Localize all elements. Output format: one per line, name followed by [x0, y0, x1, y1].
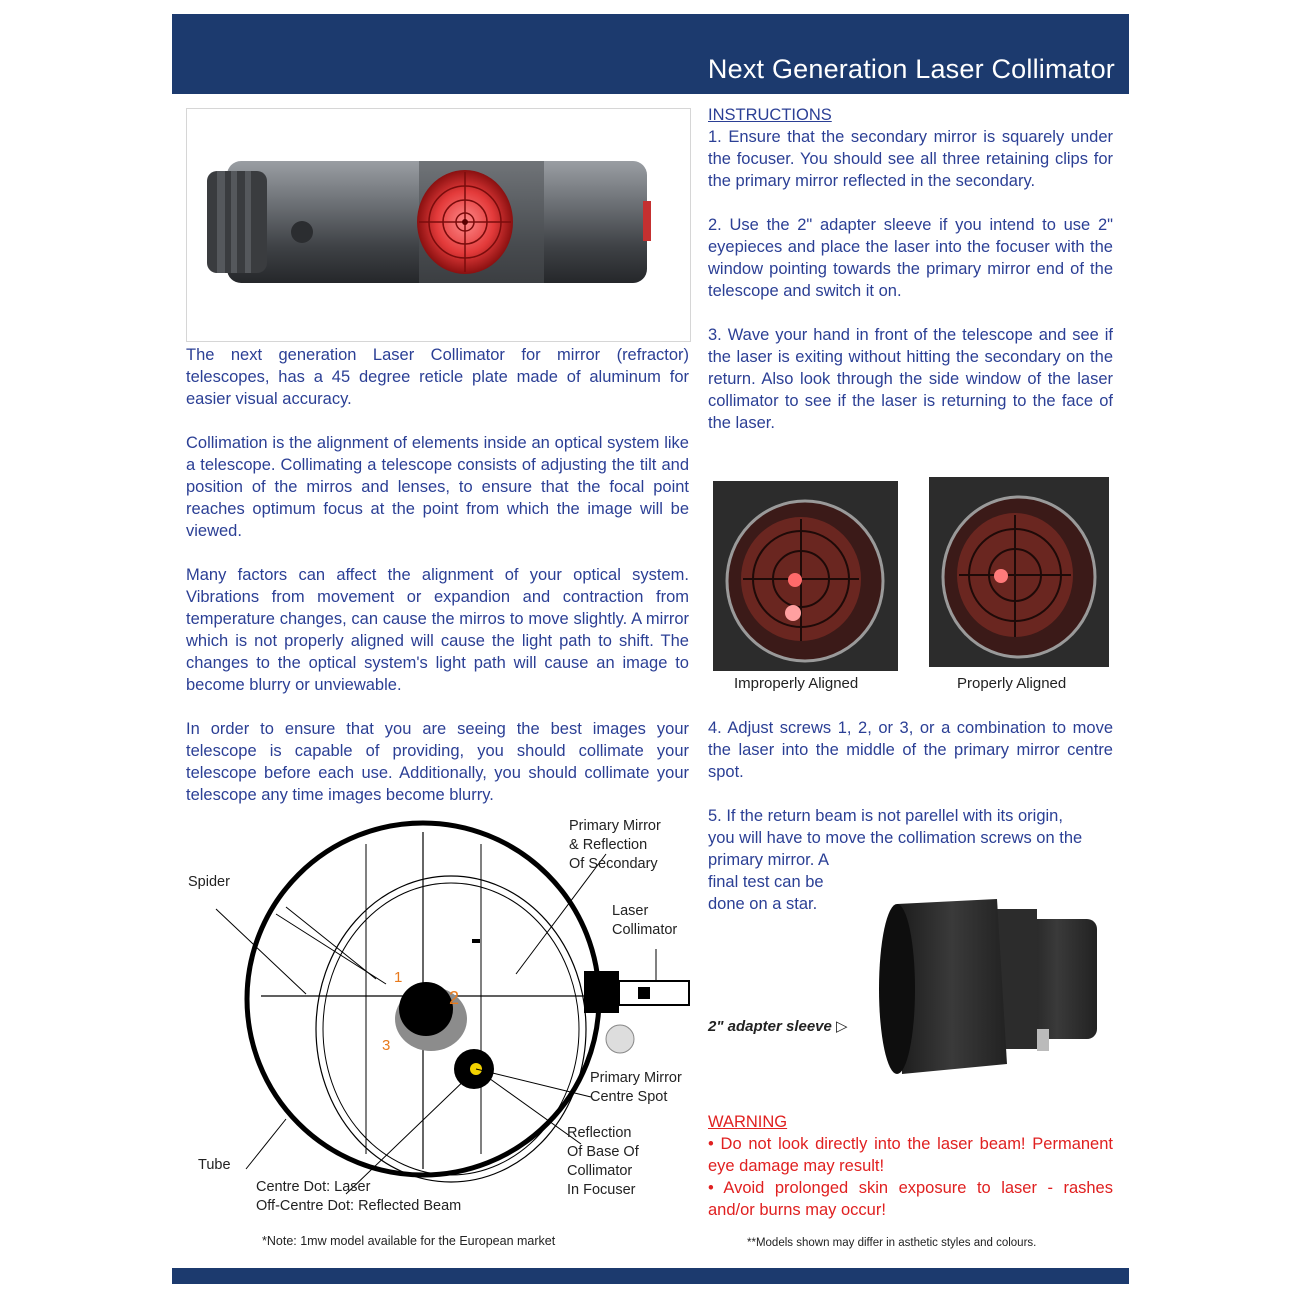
label-primary-centre-spot: Primary Mirror Centre Spot — [590, 1070, 682, 1105]
caption-improperly-aligned: Improperly Aligned — [734, 675, 859, 692]
step-5-line: final test can be — [708, 873, 824, 891]
adapter-sleeve-label: 2" adapter sleeve ▷ — [708, 1018, 848, 1035]
label-spider: Spider — [188, 874, 230, 890]
paragraph-intro: The next generation Laser Collimator for mirror (refractor) telescopes, has a 45 degree reticle plate made of aluminum for easier visual accuracy. — [186, 346, 689, 408]
warning-line-1: • Do not look directly into the laser beam! Permanent eye damage may result! — [708, 1135, 1113, 1175]
page-title: Next Generation Laser Collimator — [707, 54, 1115, 84]
label-primary-mirror: Primary Mirror & Reflection Of Secondary — [569, 818, 661, 872]
instruction-step-4 — [708, 717, 1113, 805]
product-sheet — [172, 14, 1129, 1284]
paragraph-factors: Many factors can affect the alignment of your optical system. Vibrations from movement or expandion and contraction from temperature changes, can cause the mirros to move slightly. A mirror which is not properly aligned will cause the light path to shift. The changes to the optical system's light path will cause an image to become blurry or unviewable. — [186, 566, 689, 694]
warning-line-2: • Avoid prolonged skin exposure to laser - rashes and/or burns may occur! — [708, 1179, 1113, 1219]
instruction-step-2: 2. Use the 2" adapter sleeve if you intend to use 2" eyepieces and place the laser into the focuser with the window pointing towards the primary mirror end of the telescope and switch it on. — [708, 216, 1113, 300]
step-5-line: primary mirror. A — [708, 851, 830, 869]
warning-heading: WARNING — [708, 1113, 788, 1131]
laser-collimator-image — [187, 109, 690, 341]
paragraph-ensure: In order to ensure that you are seeing the best images your telescope is capable of providing, you should collimate your telescope before each use. Additionally, you should collimate your telescope any time images become blurry. — [186, 720, 689, 804]
step-5-line: you will have to move the collimation screws on the — [708, 829, 1083, 847]
screw-label-3: 3 — [382, 1037, 391, 1054]
caption-properly-aligned: Properly Aligned — [957, 675, 1067, 692]
step-4-text: 4. Adjust screws 1, 2, or 3, or a combination to move the laser into the middle of the primary mirror centre spot. — [708, 719, 1113, 781]
label-laser-collimator: Laser Collimator — [612, 903, 678, 938]
note-european-market: *Note: 1mw model available for the European market — [262, 1234, 556, 1248]
instructions-heading: INSTRUCTIONS — [708, 106, 832, 124]
adapter-sleeve-image — [867, 884, 1112, 1084]
warning-block — [708, 1111, 1113, 1221]
header-bar — [172, 14, 1129, 94]
label-tube: Tube — [198, 1157, 231, 1173]
footer-bar — [172, 1268, 1129, 1284]
step-5-line: done on a star. — [708, 895, 818, 913]
label-reflection-base: Reflection Of Base Of Collimator In Focuser — [567, 1125, 639, 1198]
label-centre-dot: Centre Dot: Laser Off-Centre Dot: Reflected Beam — [256, 1179, 462, 1214]
step-5-line: 5. If the return beam is not parellel with its origin, — [708, 807, 1063, 825]
improperly-aligned-photo — [713, 481, 898, 671]
instruction-step-3: 3. Wave your hand in front of the telescope and see if the laser is exiting without hitting the secondary on the return. Also look through the side window of the laser collimator to see if the laser is returning to the face of the laser. — [708, 326, 1113, 432]
collimator-photo — [186, 108, 691, 342]
screw-label-1: 1 — [394, 969, 403, 986]
note-models-differ: **Models shown may differ in asthetic styles and colours. — [747, 1237, 1037, 1249]
description-text — [186, 344, 689, 828]
screw-label-2: 2 — [449, 988, 460, 1008]
instruction-step-1: 1. Ensure that the secondary mirror is squarely under the focuser. You should see all three retaining clips for the primary mirror reflected in the secondary. — [708, 128, 1113, 190]
instructions-block — [708, 104, 1113, 456]
paragraph-collimation: Collimation is the alignment of elements inside an optical system like a telescope. Collimating a telescope consists of adjusting the tilt and position of the mirros and lenses, to ensure that the focal point reaches optimum focus at the point from which the image will be viewed. — [186, 434, 689, 540]
properly-aligned-photo — [929, 477, 1109, 667]
